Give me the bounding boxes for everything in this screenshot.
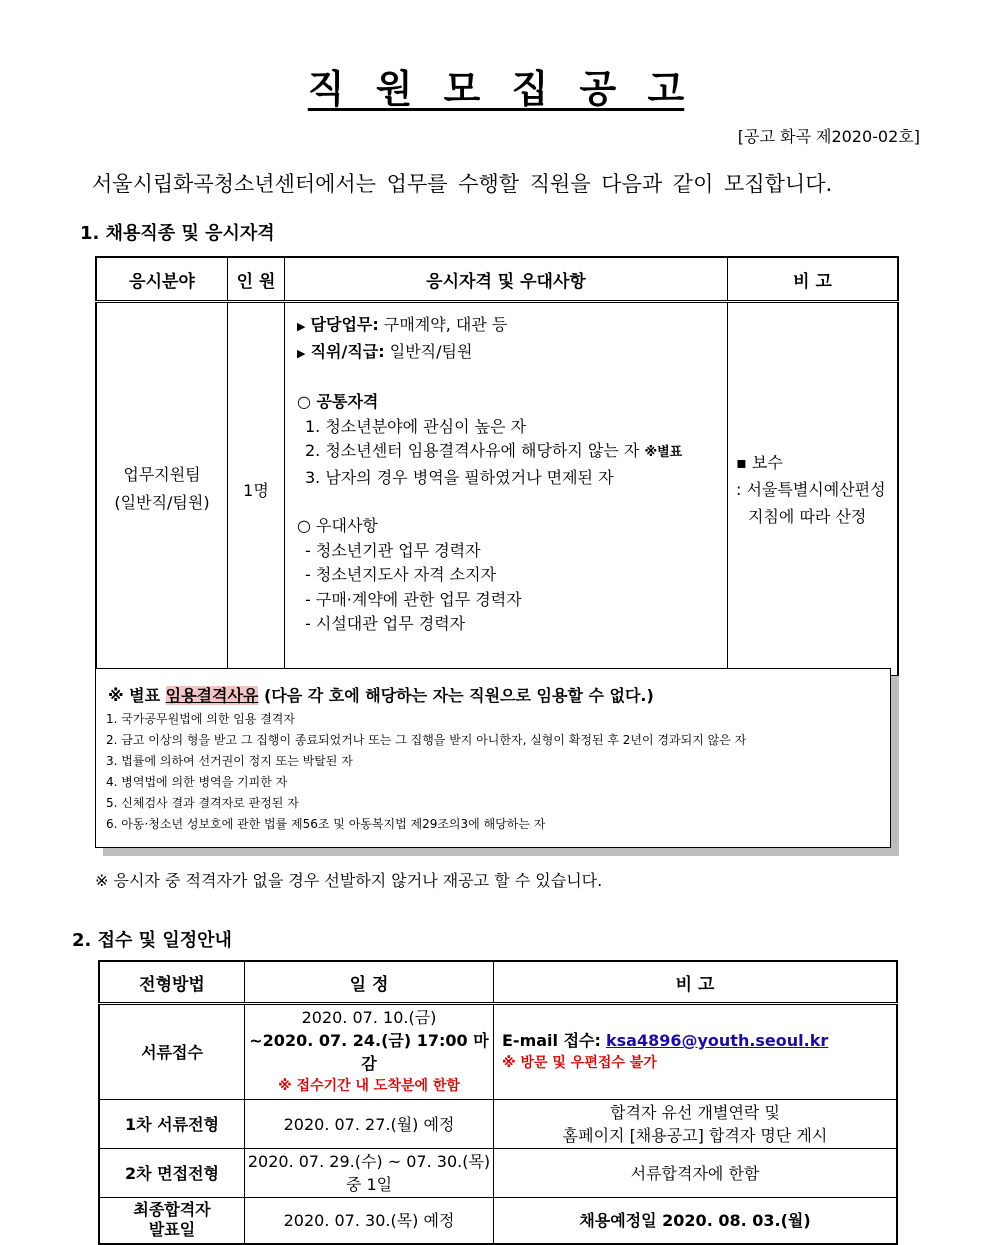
common-item: 1. 청소년분야에 관심이 높은 자	[305, 416, 527, 436]
remark-cell: 채용예정일 2020. 08. 03.(월)	[494, 1198, 898, 1244]
table-row	[99, 1004, 897, 1100]
notice-number: [공고 화곡 제2020-02호]	[737, 127, 920, 146]
intro-text: 서울시립화곡청소년센터에서는 업무를 수행할 직원을 다음과 같이 모집합니다.	[92, 172, 833, 196]
method-cell: 최종합격자 발표일	[99, 1198, 245, 1244]
common-item: 3. 남자의 경우 병역을 필하였거나 면제된 자	[305, 467, 614, 487]
annex-heading: ※ 별표 임용결격사유 (다음 각 호에 해당하는 자는 직원으로 임용할 수 없다.)	[108, 686, 654, 705]
remark-line: : 서울특별시예산편성	[736, 479, 886, 499]
list-item: 5. 신체검사 결과 결격자로 판정된 자	[106, 796, 299, 810]
pref-item: - 청소년지도사 자격 소지자	[305, 565, 497, 584]
annex-box	[95, 668, 891, 848]
method-cell: 2차 면접전형	[99, 1149, 245, 1198]
field-name: 업무지원팀	[123, 465, 201, 484]
qualification-table	[95, 256, 899, 677]
pref-item: - 시설대관 업무 경력자	[305, 614, 466, 633]
table-row	[99, 1198, 897, 1244]
list-item: 3. 법률에 의하여 선거권이 정지 또는 박탈된 자	[106, 754, 353, 768]
count-cell: 1명	[228, 302, 285, 677]
remark-cell: E-mail 접수: ksa4896@youth.seoul.kr ※ 방문 및 우편접수 불가	[494, 1004, 898, 1100]
pref-item: - 청소년기관 업무 경력자	[305, 540, 481, 560]
page-title: 직 원 모 집 공 고	[307, 67, 685, 111]
method-cell: 1차 서류전형	[99, 1100, 245, 1149]
table-row	[99, 1100, 897, 1149]
col-remark: 비 고	[728, 257, 899, 302]
schedule-cell: 2020. 07. 27.(월) 예정	[245, 1100, 494, 1149]
schedule-cell: 2020. 07. 29.(수) ~ 07. 30.(목) 중 1일	[245, 1149, 494, 1198]
qualification-cell	[285, 302, 728, 677]
remark-title: ▪ 보수	[736, 452, 783, 472]
remark-cell: 합격자 유선 개별연락 및 홈페이지 [채용공고] 합격자 명단 게시	[494, 1100, 898, 1149]
schedule-table	[98, 960, 898, 1245]
col-count: 인 원	[228, 257, 285, 302]
email-link[interactable]: ksa4896@youth.seoul.kr	[605, 1031, 829, 1050]
col-schedule: 일 정	[245, 961, 494, 1004]
remark-line: 지침에 따라 산정	[748, 506, 867, 526]
remark-cell	[728, 302, 899, 677]
list-item: 4. 병역법에 의한 병역을 기피한 자	[106, 775, 288, 789]
footnote: ※ 응시자 중 적격자가 없을 경우 선발하지 않거나 재공고 할 수 있습니다.	[95, 871, 603, 890]
list-item: 2. 금고 이상의 형을 받고 그 집행이 종료되었거나 또는 그 집행을 받지 아니한자, 실형이 확정된 후 2년이 경과되지 않은 자	[106, 733, 747, 747]
pref-title: ○ 우대사항	[297, 516, 378, 535]
col-method: 전형방법	[99, 961, 245, 1004]
pref-item: - 구매·계약에 관한 업무 경력자	[305, 589, 522, 609]
schedule-cell: 2020. 07. 30.(목) 예정	[245, 1198, 494, 1244]
section1-heading: 1. 채용직종 및 응시자격	[80, 223, 275, 244]
table-header-row	[96, 257, 898, 302]
field-cell	[96, 302, 228, 677]
common-title: ○ 공통자격	[297, 392, 379, 411]
method-cell: 서류접수	[99, 1004, 245, 1100]
schedule-cell: 2020. 07. 10.(금) ~2020. 07. 24.(금) 17:00 마감 ※ 접수기간 내 도착분에 한함	[245, 1004, 494, 1100]
rank-line: ▶ 직위/직급: 일반직/팀원	[297, 341, 473, 361]
list-item: 6. 아동·청소년 성보호에 관한 법률 제56조 및 아동복지법 제29조의3에 해당하는 자	[106, 817, 546, 831]
col-qualification: 응시자격 및 우대사항	[285, 257, 728, 302]
annex-list	[106, 709, 746, 835]
table-row	[99, 1149, 897, 1198]
table-row	[96, 302, 898, 677]
col-field: 응시분야	[96, 257, 228, 302]
list-item: 1. 국가공무원법에 의한 임용 결격자	[106, 712, 295, 726]
field-sub: (일반직/팀원)	[114, 493, 210, 512]
section2-heading: 2. 접수 및 일정안내	[72, 930, 232, 951]
common-item: 2. 청소년센터 임용결격사유에 해당하지 않는 자 ※별표	[305, 441, 683, 460]
duty-line: ▶ 담당업무: 구매계약, 대관 등	[297, 315, 508, 334]
col-remark: 비 고	[494, 961, 898, 1004]
table-header-row	[99, 961, 897, 1004]
remark-cell: 서류합격자에 한함	[494, 1149, 898, 1198]
